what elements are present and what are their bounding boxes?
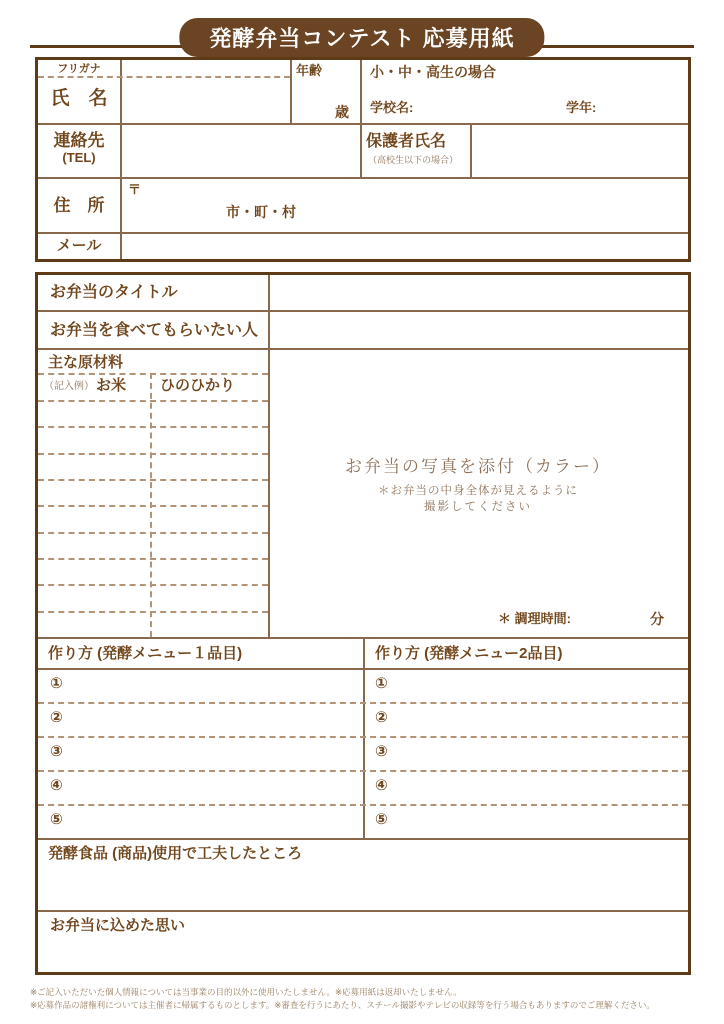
menu2-step-3-number: ③: [375, 743, 388, 760]
school-name-input-area[interactable]: [423, 98, 558, 120]
address-input-area[interactable]: [122, 179, 686, 230]
footer-disclaimer: [30, 986, 700, 1012]
menu2-steps-input-area[interactable]: [393, 670, 686, 838]
age-label: 年齢: [296, 63, 323, 78]
divider: [360, 60, 362, 123]
photo-note-line1: ＊お弁当の中身全体が見えるように: [378, 485, 578, 497]
ingredients-label: 主な原材料: [48, 354, 124, 371]
email-label: メール: [56, 237, 102, 254]
cooking-time-label: ＊ 調理時間:: [498, 611, 571, 626]
ingredient-example-name: お米: [96, 377, 127, 394]
ingredient-example-value: ひのひかり: [160, 377, 236, 394]
grade-input-area[interactable]: [603, 98, 683, 120]
ingredients-input-area[interactable]: [38, 400, 268, 637]
menu1-step-3-number: ③: [50, 743, 63, 760]
entry-table: [35, 272, 691, 975]
email-input-area[interactable]: [122, 234, 686, 258]
furigana-label: フリガナ: [57, 63, 101, 75]
footer-line-2: ※応募作品の諸権利については主催者に帰属するものとします。※審査を行うにあたり、スチール撮影やテレビの収録等を行う場合もありますのでご理解ください。: [30, 1000, 655, 1010]
age-unit-label: 歳: [335, 104, 349, 120]
contact-input-area[interactable]: [122, 125, 358, 175]
bento-title-label: お弁当のタイトル: [50, 284, 178, 301]
furigana-input-area[interactable]: [122, 60, 288, 75]
menu1-step-1-number: ①: [50, 675, 63, 692]
page-title-text: 発酵弁当コンテスト 応募用紙: [209, 26, 515, 51]
postal-mark: 〒: [128, 182, 142, 197]
bento-eater-input-area[interactable]: [270, 312, 686, 346]
menu2-step-2-number: ②: [375, 709, 388, 726]
footer-line-1: ※ご記入いただいた個人情報については当事業の目的以外に使用いたしません。※応募用紙は返却いたしません。: [30, 987, 462, 997]
thoughts-label: お弁当に込めた思い: [50, 917, 186, 934]
address-label: 住 所: [53, 196, 105, 215]
menu1-step-5-number: ⑤: [50, 811, 63, 828]
name-label: 氏 名: [50, 88, 108, 109]
contact-label: 連絡先: [53, 131, 105, 150]
student-case-label: 小・中・高生の場合: [370, 64, 496, 80]
guardian-input-area[interactable]: [472, 125, 686, 175]
devised-points-input-area[interactable]: [38, 863, 686, 908]
recipe-menu1-label: 作り方 (発酵メニュー１品目): [48, 645, 243, 662]
cooking-time-input-area[interactable]: [583, 607, 643, 631]
photo-note-line2: 撮影してください: [424, 501, 532, 513]
bento-eater-label: お弁当を食べてもらいたい人: [50, 322, 259, 339]
recipe-menu2-label: 作り方 (発酵メニュー2品目): [375, 645, 563, 662]
menu2-step-4-number: ④: [375, 777, 388, 794]
divider: [360, 123, 362, 177]
menu1-step-4-number: ④: [50, 777, 63, 794]
applicant-table: [35, 57, 691, 262]
age-input-area[interactable]: [290, 60, 360, 123]
municipality-label: 市・町・村: [226, 204, 296, 220]
school-name-label: 学校名:: [370, 100, 414, 115]
menu1-step-2-number: ②: [50, 709, 63, 726]
name-input-area[interactable]: [122, 77, 288, 122]
menu1-steps-input-area[interactable]: [68, 670, 361, 838]
photo-attach-area[interactable]: [270, 350, 686, 635]
guardian-label: 保護者氏名: [366, 133, 447, 150]
menu2-step-1-number: ①: [375, 675, 388, 692]
ingredient-row-line: [38, 373, 268, 375]
devised-points-label: 発酵食品 (商品)使用で工夫したところ: [48, 845, 303, 862]
page-title: [179, 18, 544, 57]
contact-tel-label: (TEL): [62, 150, 96, 165]
ingredient-example-caption: （記入例）: [44, 381, 94, 392]
bento-title-input-area[interactable]: [270, 275, 686, 310]
divider: [38, 838, 688, 840]
divider: [38, 910, 688, 912]
photo-instruction-label: お弁当の写真を添付（カラー）: [345, 457, 611, 476]
menu2-step-5-number: ⑤: [375, 811, 388, 828]
cooking-time-unit-label: 分: [650, 611, 664, 627]
thoughts-input-area[interactable]: [38, 935, 686, 972]
guardian-note-label: （高校生以下の場合）: [368, 155, 459, 165]
grade-label: 学年:: [566, 100, 597, 115]
